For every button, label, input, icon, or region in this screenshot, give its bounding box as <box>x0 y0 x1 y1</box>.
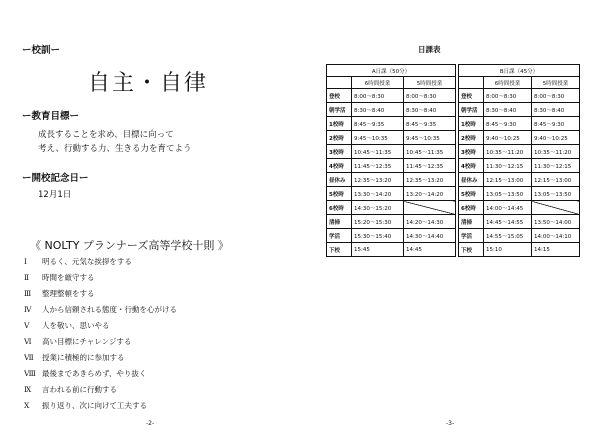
table-a-header: A日課（50分） <box>327 65 456 77</box>
table-row: 2校時 9:45〜10:35 9:45〜10:35 <box>327 131 456 145</box>
rule-item: Ⅴ 人を敬い、思いやる <box>24 321 110 330</box>
table-row: 登校 8:00〜8:30 8:00〜8:30 <box>459 89 580 103</box>
table-b-col1: 6時間授業 <box>484 77 532 89</box>
goal-line-1: 成長することを求め、目標に向って <box>38 130 174 140</box>
table-row: 下校 15:10 14:15 <box>459 243 580 257</box>
anniversary-heading: ー開校記念日ー <box>22 173 89 184</box>
motto-heading: ー校訓ー <box>22 45 61 56</box>
empty-slash-cell <box>532 201 580 215</box>
table-row: 登校 8:00〜8:30 8:00〜8:30 <box>327 89 456 103</box>
page-number-right: -3- <box>446 420 455 427</box>
table-row: 学活 14:55〜15:05 14:00〜14:10 <box>459 229 580 243</box>
table-row: 昼休み 12:15〜13:00 12:15〜13:00 <box>459 173 580 187</box>
goal-heading: ー教育目標ー <box>22 111 80 122</box>
table-row: 清掃 15:20〜15:30 14:20〜14:30 <box>327 215 456 229</box>
table-row: 5校時 13:30〜14:20 13:20〜14:20 <box>327 187 456 201</box>
table-row: 1校時 8:45〜9:30 8:45〜9:30 <box>459 117 580 131</box>
schedule-table-b <box>458 64 580 257</box>
rule-item: Ⅱ 時間を厳守する <box>24 273 95 282</box>
table-row: 6校時 14:00〜14:45 <box>459 201 580 215</box>
table-b-header: B日課（45分） <box>459 65 580 77</box>
rules-title: 《 NOLTY プランナーズ高等学校十則 》 <box>30 239 229 252</box>
rule-item: Ⅷ 最後まであきらめず、やり抜く <box>24 369 147 378</box>
school-motto: 自主・自律 <box>88 71 209 96</box>
rule-item: Ⅳ 人から信頼される態度・行動を心がける <box>24 305 177 314</box>
table-row: 朝学活 8:30〜8:40 8:30〜8:40 <box>327 103 456 117</box>
rule-item: Ⅲ 整理整頓をする <box>24 289 95 298</box>
rule-item: Ⅰ 明るく、元気な挨拶をする <box>24 257 132 266</box>
schedule-title: 日課表 <box>418 45 441 54</box>
goal-line-2: 考え、行動する力、生きる力を育てよう <box>38 144 192 154</box>
table-row: 下校 15:45 14:45 <box>327 243 456 257</box>
table-row: 4校時 11:30〜12:15 11:30〜12:15 <box>459 159 580 173</box>
rule-item: Ⅵ 高い目標にチャレンジする <box>24 337 132 346</box>
empty-slash-cell <box>404 201 456 215</box>
table-row: 3校時 10:45〜11:35 10:45〜11:35 <box>327 145 456 159</box>
table-a-col1: 6時間授業 <box>352 77 404 89</box>
right-page <box>300 0 600 440</box>
page-number-left: -2- <box>146 420 155 427</box>
table-row: 2校時 9:40〜10:25 9:40〜10:25 <box>459 131 580 145</box>
rule-item: Ⅸ 言われる前に行動する <box>24 385 117 394</box>
table-row: 清掃 14:45〜14:55 13:50〜14:00 <box>459 215 580 229</box>
anniversary-date: 12月1日 <box>38 190 72 200</box>
table-b-col2: 5時間授業 <box>532 77 580 89</box>
table-row: 5校時 13:05〜13:50 13:05〜13:50 <box>459 187 580 201</box>
table-row: 4校時 11:45〜12:35 11:45〜12:35 <box>327 159 456 173</box>
table-row: 学活 15:30〜15:40 14:30〜14:40 <box>327 229 456 243</box>
table-row: 6校時 14:30〜15:20 <box>327 201 456 215</box>
rule-item: Ⅶ 授業に積極的に参加する <box>24 353 125 362</box>
table-row: 3校時 10:35〜11:20 10:35〜11:20 <box>459 145 580 159</box>
schedule-table-a <box>326 64 456 257</box>
table-row: 昼休み 12:35〜13:20 12:35〜13:20 <box>327 173 456 187</box>
table-row: 1校時 8:45〜9:35 8:45〜9:35 <box>327 117 456 131</box>
table-a-col2: 5時間授業 <box>404 77 456 89</box>
rule-item: Ⅹ 振り返り、次に向けて工夫する <box>24 401 147 410</box>
table-row: 朝学活 8:30〜8:40 8:30〜8:40 <box>459 103 580 117</box>
